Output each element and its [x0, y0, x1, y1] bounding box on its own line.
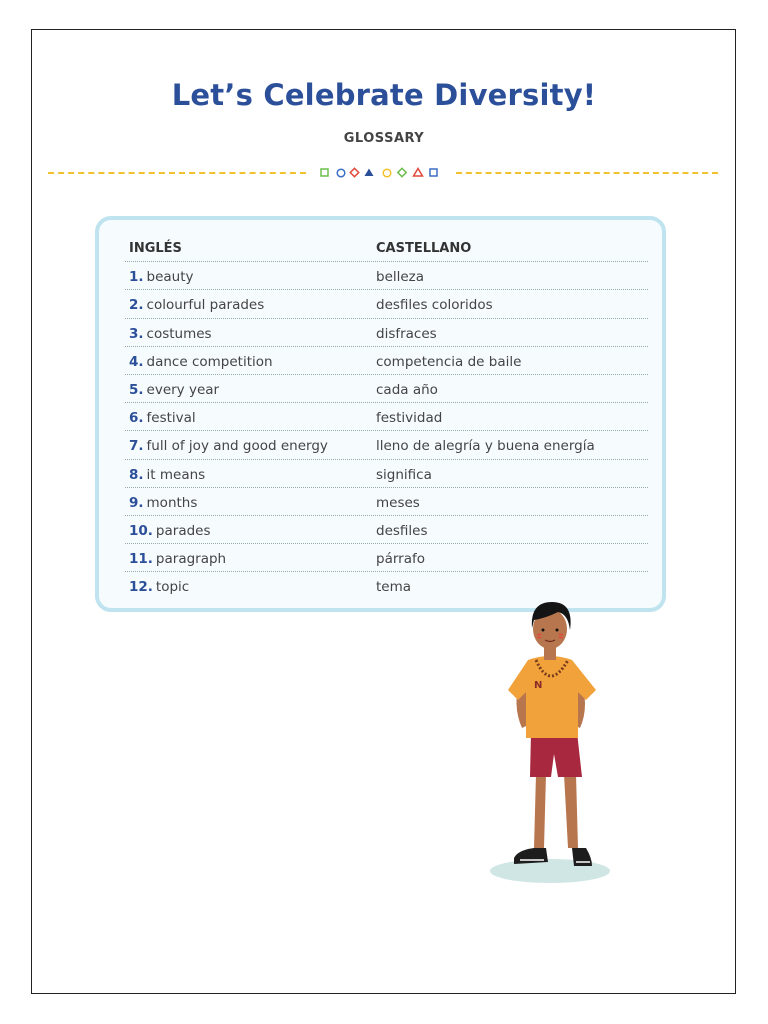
right-leg [564, 774, 578, 848]
english-text: costumes [146, 325, 212, 342]
spanish-term: competencia de baile [376, 353, 522, 370]
spanish-term: disfraces [376, 325, 437, 342]
row-number: 7. [129, 438, 144, 455]
red-triangle-icon [414, 169, 423, 177]
english-term [129, 523, 211, 539]
english-text: every year [146, 381, 220, 398]
shadow-shape [490, 859, 610, 883]
shirt-letter: N [534, 680, 543, 691]
table-row [125, 460, 648, 488]
table-row [125, 347, 648, 375]
table-row [125, 403, 648, 431]
english-term [129, 467, 205, 483]
dashed-divider-right [456, 172, 718, 174]
english-text: festival [146, 410, 196, 427]
spanish-term: meses [376, 494, 420, 511]
row-number: 1. [129, 269, 144, 286]
english-text: it means [146, 466, 206, 483]
row-number: 6. [129, 410, 144, 427]
blue-circle-icon [337, 169, 345, 177]
table-row [125, 488, 648, 516]
english-term [129, 495, 197, 511]
row-number: 9. [129, 494, 144, 511]
table-row [125, 319, 648, 347]
english-text: beauty [146, 269, 194, 286]
english-term [129, 326, 212, 342]
row-number: 4. [129, 353, 144, 370]
divider-shapes-icon [318, 165, 442, 181]
english-term [129, 297, 264, 313]
english-text: parades [155, 522, 211, 539]
spanish-term: desfiles [376, 522, 428, 539]
row-number: 10. [129, 522, 153, 539]
row-number: 11. [129, 551, 153, 568]
boy-illustration [488, 596, 612, 888]
spanish-term: cada año [376, 381, 438, 398]
row-number: 2. [129, 297, 144, 314]
english-term [129, 579, 189, 595]
spanish-term: lleno de alegría y buena energía [376, 438, 595, 455]
glossary-card [95, 216, 666, 612]
header-spanish: CASTELLANO [376, 241, 472, 256]
table-row [125, 516, 648, 544]
table-row [125, 262, 648, 290]
page-title: Let’s Celebrate Diversity! [171, 78, 597, 112]
glossary-table [125, 234, 648, 600]
english-text: dance competition [146, 353, 273, 370]
english-text: colourful parades [146, 297, 265, 314]
english-text: topic [155, 579, 190, 596]
table-header-row [125, 234, 648, 262]
row-number: 3. [129, 325, 144, 342]
green-diamond-icon [398, 168, 406, 176]
blue-triangle-icon [365, 169, 374, 177]
left-leg [534, 774, 546, 848]
english-term [129, 410, 196, 426]
spanish-term: belleza [376, 269, 425, 286]
spanish-term: párrafo [376, 551, 425, 568]
table-row [125, 431, 648, 459]
english-term [129, 382, 219, 398]
yellow-circle-icon [383, 169, 391, 177]
shorts [530, 732, 582, 777]
dashed-divider-left [48, 172, 306, 174]
row-number: 5. [129, 381, 144, 398]
english-term [129, 269, 194, 285]
red-diamond-icon [350, 168, 358, 176]
english-text: full of joy and good energy [146, 438, 328, 455]
english-text: paragraph [155, 551, 227, 568]
spanish-term: tema [376, 579, 412, 596]
row-number: 8. [129, 466, 144, 483]
left-shoe [514, 848, 548, 864]
table-row [125, 544, 648, 572]
table-row [125, 290, 648, 318]
english-text: months [146, 494, 198, 511]
english-term [129, 438, 328, 454]
glossary-rows [125, 262, 648, 600]
right-shoe [572, 848, 592, 866]
header-english: INGLÉS [129, 241, 182, 256]
row-number: 12. [129, 579, 153, 596]
blue-square-icon [430, 169, 437, 176]
page-subtitle: GLOSSARY [343, 131, 425, 146]
english-term [129, 551, 226, 567]
spanish-term: festividad [376, 410, 443, 427]
spanish-term: significa [376, 466, 432, 483]
table-row [125, 375, 648, 403]
spanish-term: desfiles coloridos [376, 297, 493, 314]
green-square-icon [321, 169, 328, 176]
english-term [129, 354, 273, 370]
